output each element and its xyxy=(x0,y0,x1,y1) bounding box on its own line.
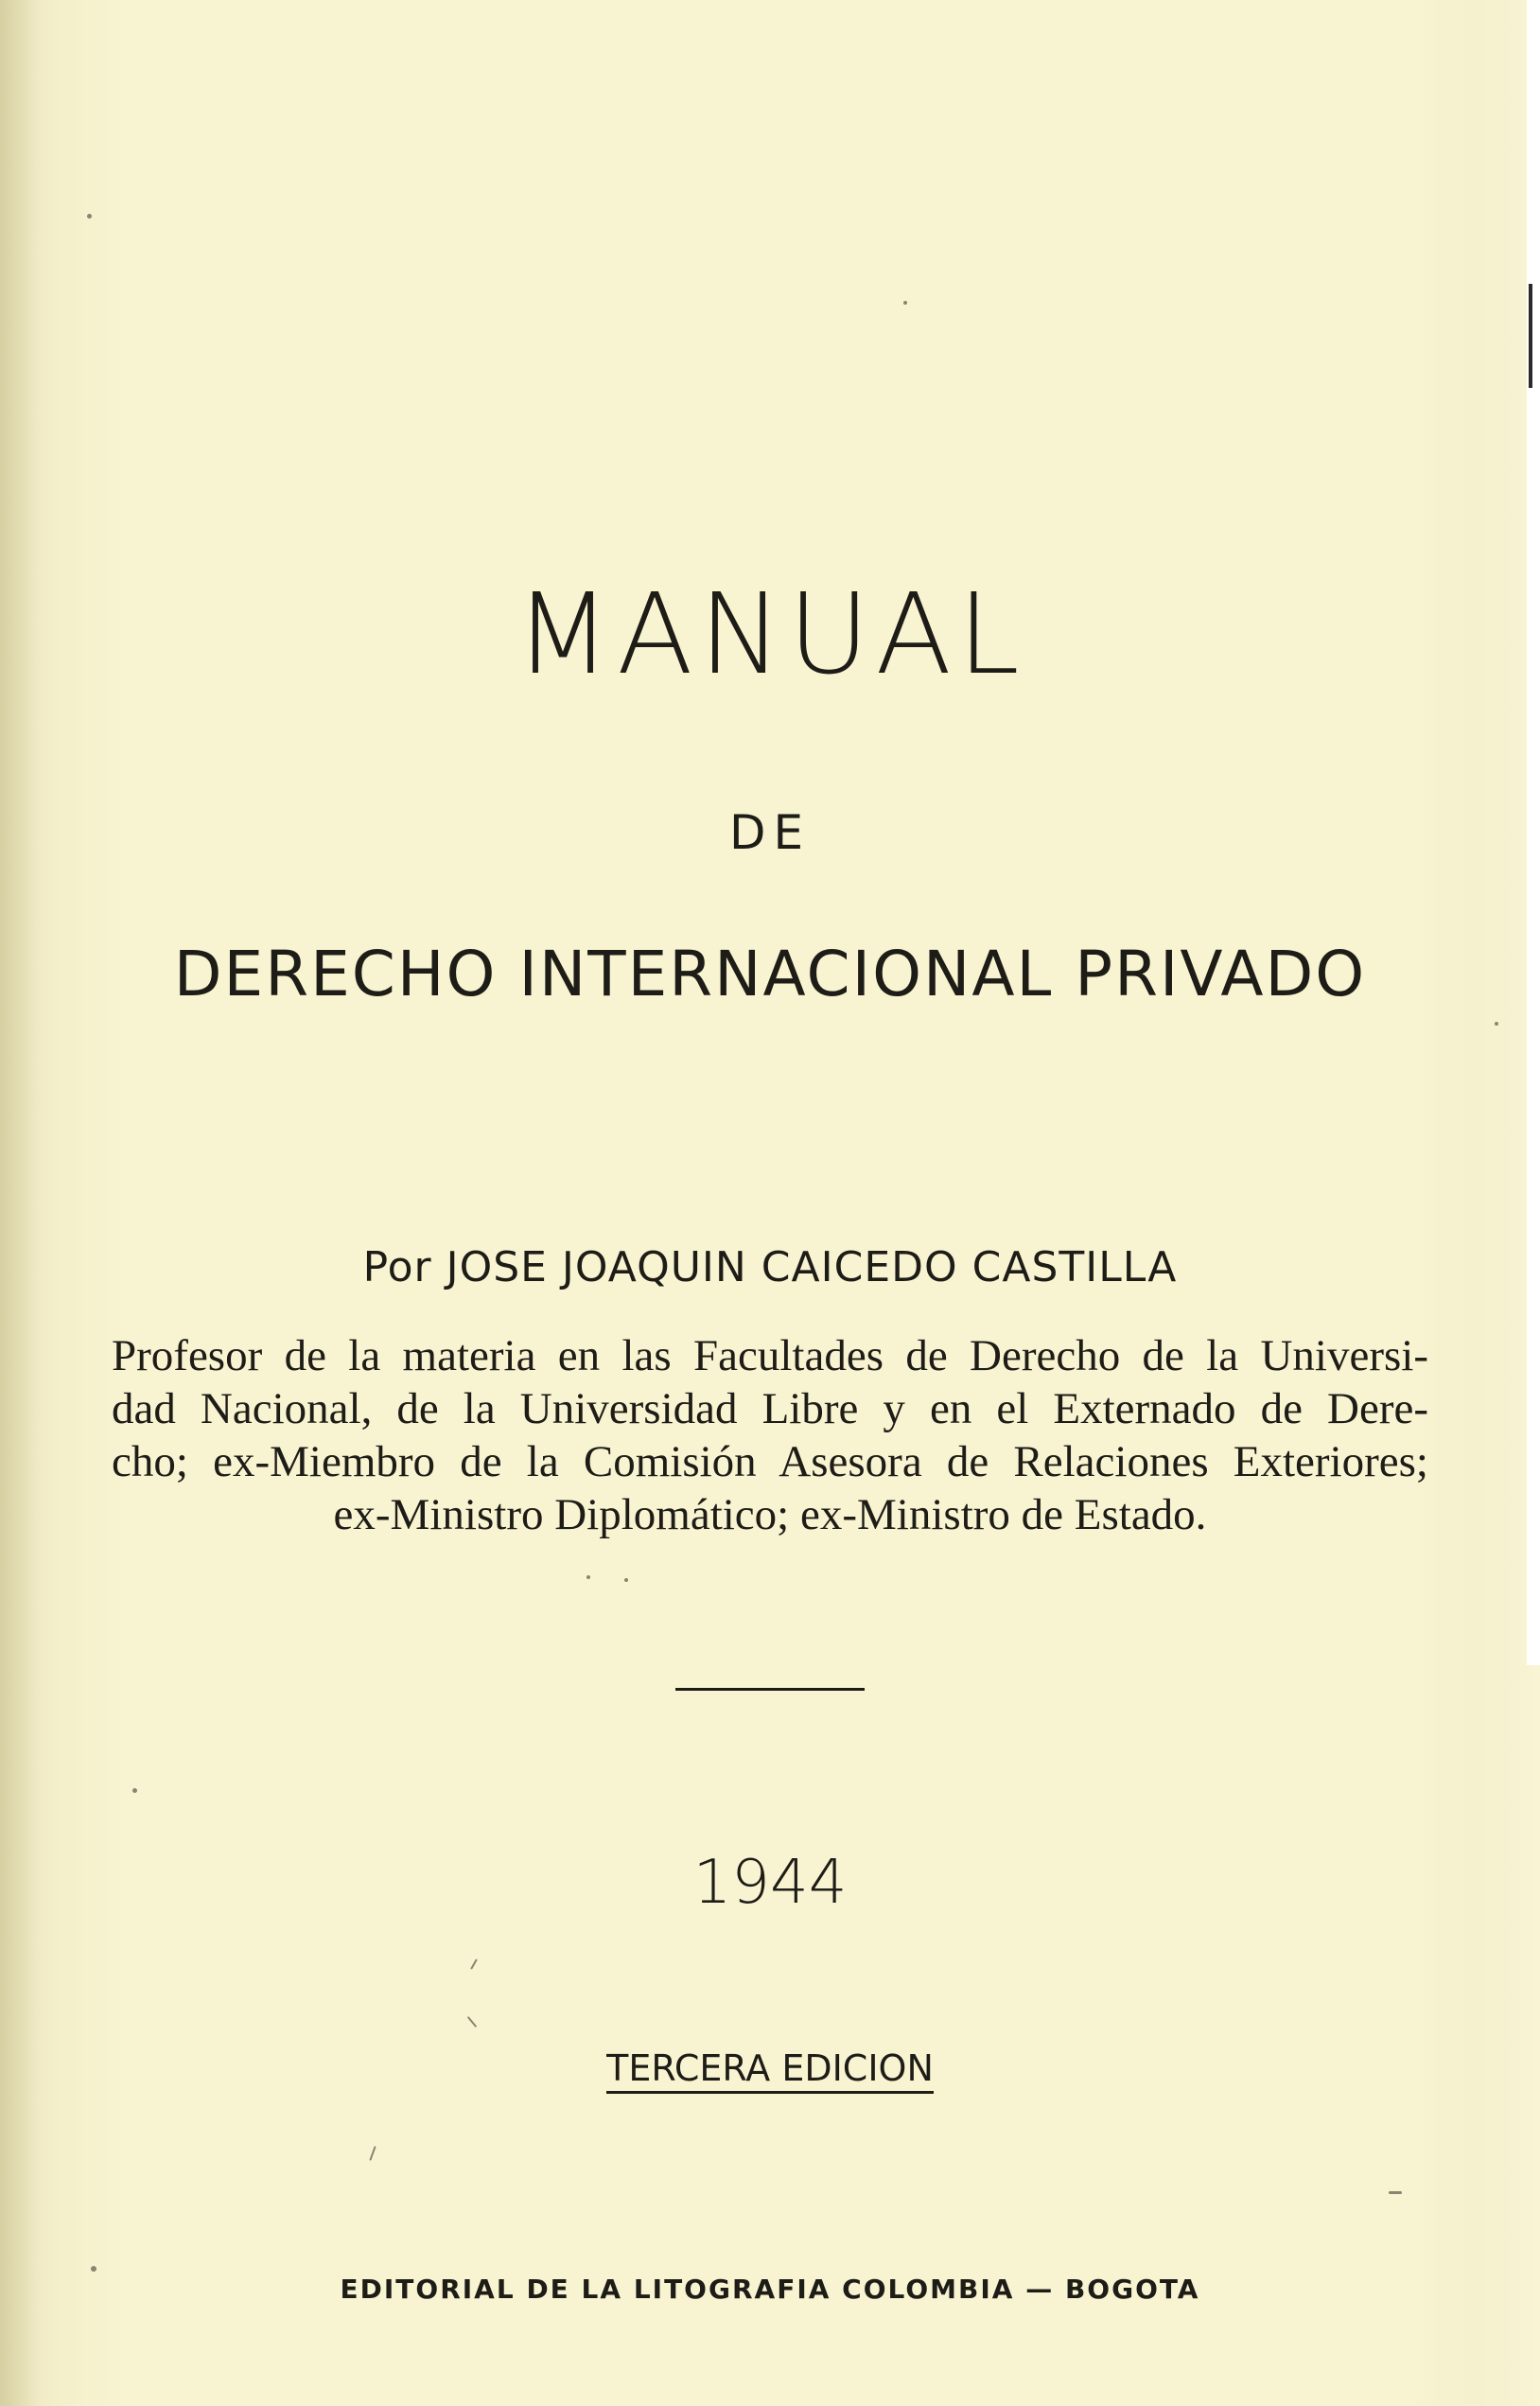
publisher-line: EDITORIAL DE LA LITOGRAFIA COLOMBIA — BOGOTA xyxy=(340,2274,1200,2305)
paper-speck xyxy=(1495,1022,1498,1026)
scan-edge-mark xyxy=(1529,284,1532,388)
author-line xyxy=(0,1230,1540,1306)
paper-speck xyxy=(586,1575,590,1579)
bio-line: dad Nacional, de la Universidad Libre y en el Externado de Dere- xyxy=(112,1384,1428,1433)
author-name: JOSE JOAQUIN CAICEDO CASTILLA xyxy=(446,1243,1178,1291)
bio-line: cho; ex-Miembro de la Comisión Asesora de Relaciones Exteriores; xyxy=(112,1437,1428,1486)
paper-speck xyxy=(369,2146,376,2161)
edition-line xyxy=(0,2042,1540,2095)
bio-line: ex-Ministro Diplomático; ex-Ministro de Estado. xyxy=(333,1490,1207,1539)
book-subtitle: DERECHO INTERNACIONAL PRIVADO xyxy=(173,938,1367,1010)
paper-speck xyxy=(467,2016,478,2028)
book-title: MANUAL xyxy=(515,569,1025,699)
bio-line: Profesor de la materia en las Facultades de Derecho de la Universi- xyxy=(112,1331,1428,1380)
title-connector: DE xyxy=(728,805,812,860)
author-prefix: Por xyxy=(362,1243,432,1291)
paper-speck xyxy=(624,1578,628,1582)
divider-rule xyxy=(675,1688,865,1691)
author-bio xyxy=(112,1329,1428,1541)
paper-speck xyxy=(903,301,907,305)
paper-speck xyxy=(91,2266,96,2272)
paper-speck xyxy=(470,1958,478,1969)
paper-speck xyxy=(87,214,92,219)
edition-label: TERCERA EDICION xyxy=(606,2047,934,2094)
paper-speck xyxy=(132,1788,137,1793)
paper-speck xyxy=(1389,2191,1402,2194)
publication-year: 1944 xyxy=(692,1848,848,1918)
